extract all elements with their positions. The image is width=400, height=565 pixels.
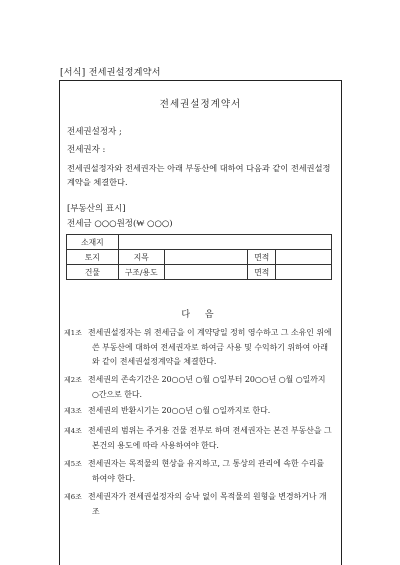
building-label: 건물 xyxy=(67,265,119,280)
property-heading: [부동산의 표시] xyxy=(67,204,126,214)
table-row xyxy=(67,265,332,280)
article-5 xyxy=(64,457,333,486)
article-number: 제6조 xyxy=(64,493,83,501)
terms-heading: 다 음 xyxy=(181,310,220,320)
table-row xyxy=(67,250,332,265)
article-text: 전세권의 존속기간은 20○○년 ○월 ○일부터 20○○년 ○월 ○일까지 ○간으로 한다. xyxy=(88,375,326,399)
table-row xyxy=(67,235,332,250)
article-number: 제1조 xyxy=(64,329,83,337)
article-text: 전세권자는 목적물의 현상을 유지하고, 그 통상의 관리에 속한 수리를 하여야 한다. xyxy=(88,459,325,483)
article-number: 제5조 xyxy=(64,460,83,468)
article-4 xyxy=(64,424,333,453)
building-area-label: 면적 xyxy=(248,265,276,280)
structure-value xyxy=(164,265,248,280)
article-1 xyxy=(64,326,333,370)
land-area-label: 면적 xyxy=(248,250,276,265)
article-text: 전세권의 반환시기는 20○○년 ○월 ○일까지로 한다. xyxy=(88,406,271,415)
article-text: 전세권의 범위는 주거용 건물 전부로 하며 전세권자는 본건 부동산을 그 본건의 용도에 따라 사용하여야 한다. xyxy=(88,426,332,450)
building-area-value xyxy=(276,265,332,280)
article-text: 전세권자가 전세권설정자의 승낙 없이 목적물의 원형을 변경하거나 개조 xyxy=(88,492,327,516)
land-label: 토지 xyxy=(67,250,119,265)
article-number: 제4조 xyxy=(64,427,83,435)
article-6 xyxy=(64,490,333,519)
location-value xyxy=(118,235,331,250)
article-text: 전세권설정자는 위 전세금을 이 계약당일 정히 영수하고 그 소유인 위에 쓴 부동산에 대하여 전세권자로 하여금 사용 및 수익하기 위하여 아래와 같이 전세권설정계약을 체결한다. xyxy=(88,328,332,366)
property-table xyxy=(66,234,332,280)
article-number: 제2조 xyxy=(64,376,83,384)
intro-paragraph: 전세권설정자와 전세권자는 아래 부동산에 대하여 다음과 같이 전세권설정계약을 체결한다. xyxy=(67,163,331,187)
land-category-value xyxy=(164,250,248,265)
article-3 xyxy=(64,404,333,419)
land-category-label: 지목 xyxy=(118,250,164,265)
structure-label: 구조/용도 xyxy=(118,265,164,280)
land-area-value xyxy=(276,250,332,265)
contract-document xyxy=(59,80,342,565)
document-title: 전세권설정계약서 xyxy=(159,99,242,110)
article-2 xyxy=(64,373,333,402)
grantee-label: 전세권자 : xyxy=(67,145,106,155)
form-caption: [서식] 전세권설정계약서 xyxy=(60,68,161,78)
deposit-line: 전세금 ○○○원정(₩ ○○○) xyxy=(67,219,173,229)
article-number: 제3조 xyxy=(64,407,83,415)
location-label: 소재지 xyxy=(67,235,119,250)
grantor-label: 전세권설정자 ; xyxy=(67,127,122,137)
